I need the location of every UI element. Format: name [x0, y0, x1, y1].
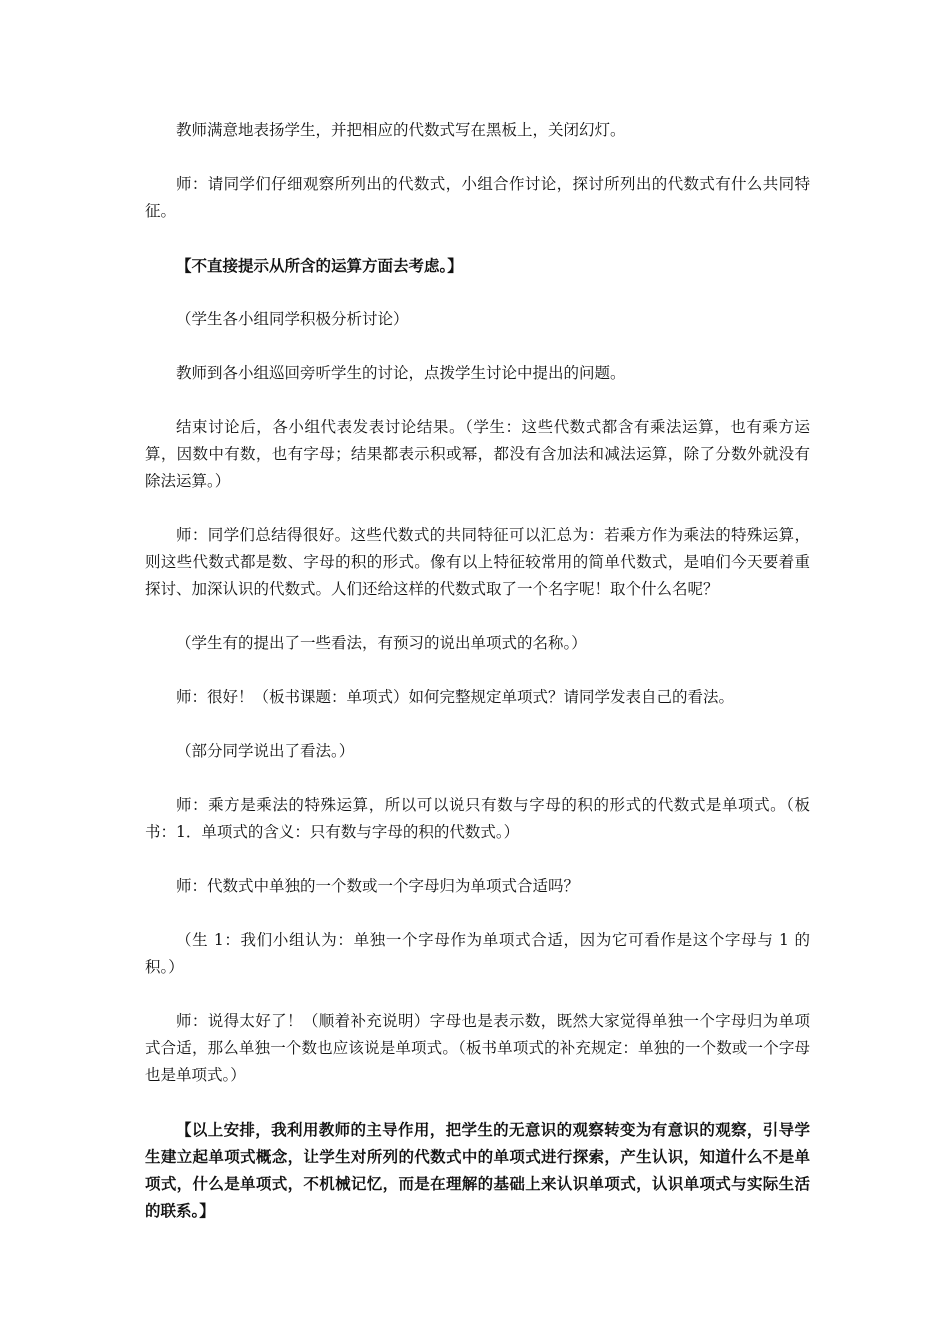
paragraph-student-views: （部分同学说出了看法。） — [176, 742, 355, 760]
paragraph-design-note: 【以上安排，我利用教师的主导作用，把学生的无意识的观察转变为有意识的观察，引导学生建立起单项式概念，让学生对所列的代数式中的单项式进行探索，产生认识，知道什么不是单项式，什么是单项式，不机械记忆，而是在理解的基础上来认识单项式，认识单项式与实际生活的联系。】 — [145, 1120, 810, 1220]
paragraph-supplement-rule: 师：说得太好了！（顺着补充说明）字母也是表示数，既然大家觉得单独一个字母归为单项式合适，那么单独一个数也应该说是单项式。（板书单项式的补充规定：单独的一个数或一个字母也是单项式。） — [145, 1012, 810, 1084]
paragraph-group-discussion: （学生各小组同学积极分析讨论） — [176, 310, 409, 328]
paragraph-student-ideas: （学生有的提出了一些看法，有预习的说出单项式的名称。） — [176, 634, 587, 652]
paragraph-student-answer: （生 1：我们小组认为：单独一个字母作为单项式合适，因为它可看作是这个字母与 1 的积。） — [145, 931, 810, 976]
paragraph-observe-task: 师：请同学们仔细观察所列出的代数式，小组合作讨论，探讨所列出的代数式有什么共同特征。 — [145, 175, 810, 220]
paragraph-note-hint: 【不直接提示从所含的运算方面去考虑。】 — [176, 256, 463, 275]
document-body — [145, 117, 810, 1251]
paragraph-teacher-guidance: 教师到各小组巡回旁听学生的讨论，点拨学生讨论中提出的问题。 — [176, 364, 626, 382]
paragraph-question: 师：代数式中单独的一个数或一个字母归为单项式合适吗？ — [176, 877, 580, 895]
paragraph-summary: 师：同学们总结得很好。这些代数式的共同特征可以汇总为：若乘方作为乘法的特殊运算，则这些代数式都是数、字母的积的形式。像有以上特征较常用的简单代数式，是咱们今天要着重探讨、加深认识的代数式。人们还给这样的代数式取了一个名字呢！取个什么名呢？ — [145, 526, 810, 598]
paragraph-topic-title: 师：很好！（板书课题：单项式）如何完整规定单项式？请同学发表自己的看法。 — [176, 688, 735, 706]
paragraph-discussion-results: 结束讨论后，各小组代表发表讨论结果。（学生：这些代数式都含有乘法运算，也有乘方运算，因数中有数，也有字母；结果都表示积或幂，都没有含加法和减法运算，除了分数外就没有除法运算。） — [145, 418, 810, 490]
paragraph-definition: 师：乘方是乘法的特殊运算，所以可以说只有数与字母的积的形式的代数式是单项式。（板书：1．单项式的含义：只有数与字母的积的代数式。） — [145, 796, 810, 841]
paragraph-praise: 教师满意地表扬学生，并把相应的代数式写在黑板上，关闭幻灯。 — [176, 121, 626, 139]
